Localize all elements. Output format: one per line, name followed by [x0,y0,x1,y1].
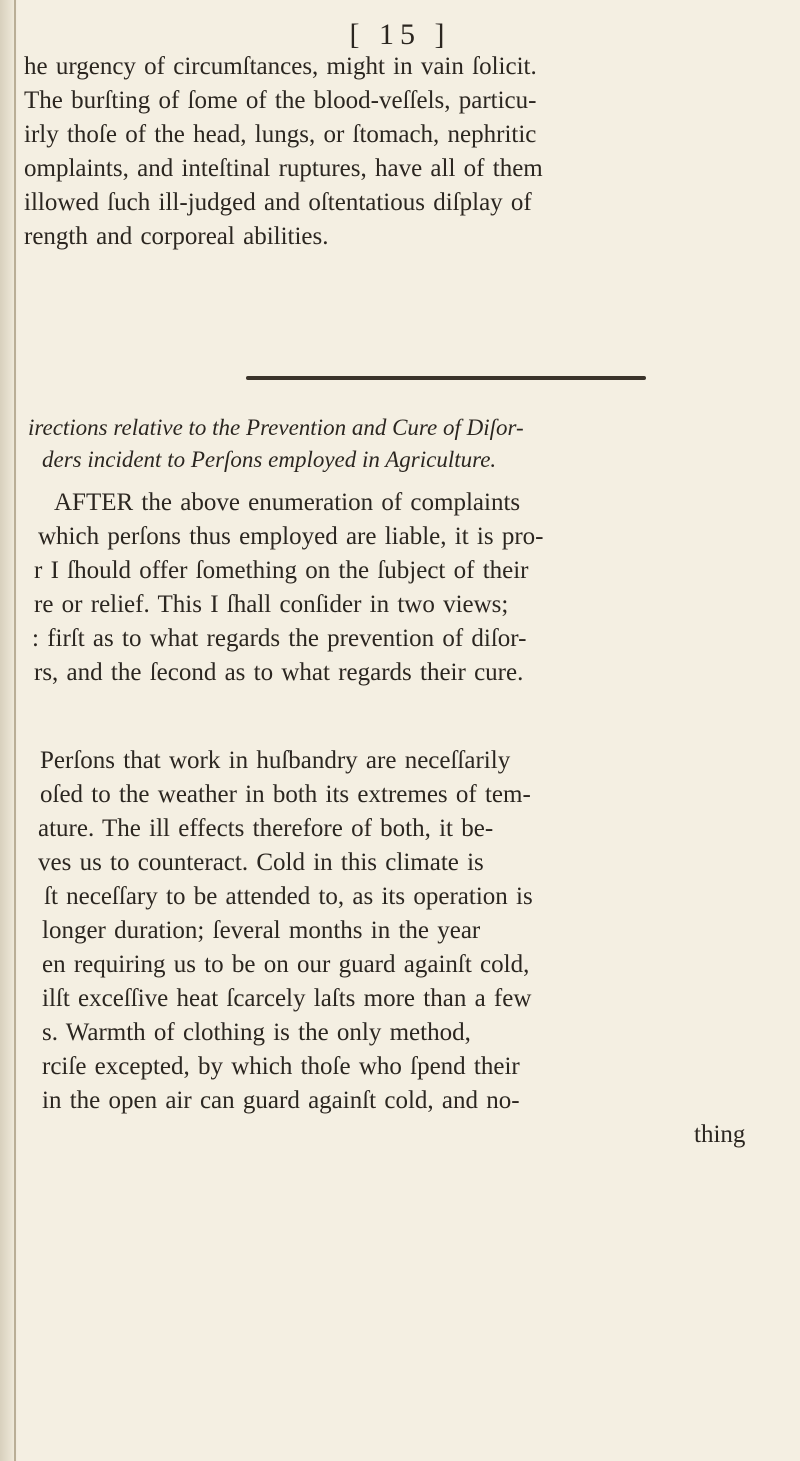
text-line: irly thoſe of the head, lungs, or ſtomach, nephritic [24,121,537,148]
paragraph-husbandry [24,744,784,1152]
section-divider-rule [246,376,646,380]
heading-line: irections relative to the Prevention and Cure of Diſor- [28,415,524,440]
text-line: he urgency of circumſtances, might in vain ſolicit. [24,53,537,80]
text-line: : firſt as to what regards the prevention of diſor- [32,625,527,652]
text-line: s. Warmth of clothing is the only method, [42,1019,471,1046]
text-line: oſed to the weather in both its extremes of tem- [40,781,531,808]
text-line: longer duration; ſeveral months in the year [42,917,481,944]
text-line: ilſt exceſſive heat ſcarcely laſts more than a few [42,985,532,1012]
text-line: re or relief. This I ſhall conſider in two views; [34,591,509,618]
text-line: rciſe excepted, by which thoſe who ſpend their [42,1053,520,1080]
text-line: omplaints, and inteſtinal ruptures, have all of them [24,155,543,182]
text-line: rs, and the ſecond as to what regards their cure. [34,659,524,686]
section-heading [28,412,768,476]
catchword: thing [694,1121,746,1148]
text-line: which perſons thus employed are liable, it is pro- [38,523,544,550]
text-line: Perſons that work in huſbandry are neceſſarily [40,747,511,774]
page-number: [ 15 ] [349,18,451,51]
text-line: ſt neceſſary to be attended to, as its operation is [44,883,533,910]
text-line: in the open air can guard againſt cold, and no- [42,1087,520,1114]
text-line: ature. The ill effects therefore of both, it be- [38,815,494,842]
binding-edge [14,0,16,1461]
text-line: illowed ſuch ill-judged and oſtentatious diſplay of [24,189,532,216]
text-line: r I ſhould offer ſomething on the ſubject of their [34,557,529,584]
text-line: rength and corporeal abilities. [24,223,329,250]
text-line: ves us to counteract. Cold in this climate is [38,849,484,876]
paragraph-after-enumeration [24,486,784,690]
text-line: AFTER the above enumeration of complaints [54,489,521,516]
text-line: The burſting of ſome of the blood-veſſels, particu- [24,87,537,114]
opening-paragraph [24,50,784,254]
heading-line: ders incident to Perſons employed in Agriculture. [42,447,497,472]
text-line: en requiring us to be on our guard againſt cold, [42,951,530,978]
